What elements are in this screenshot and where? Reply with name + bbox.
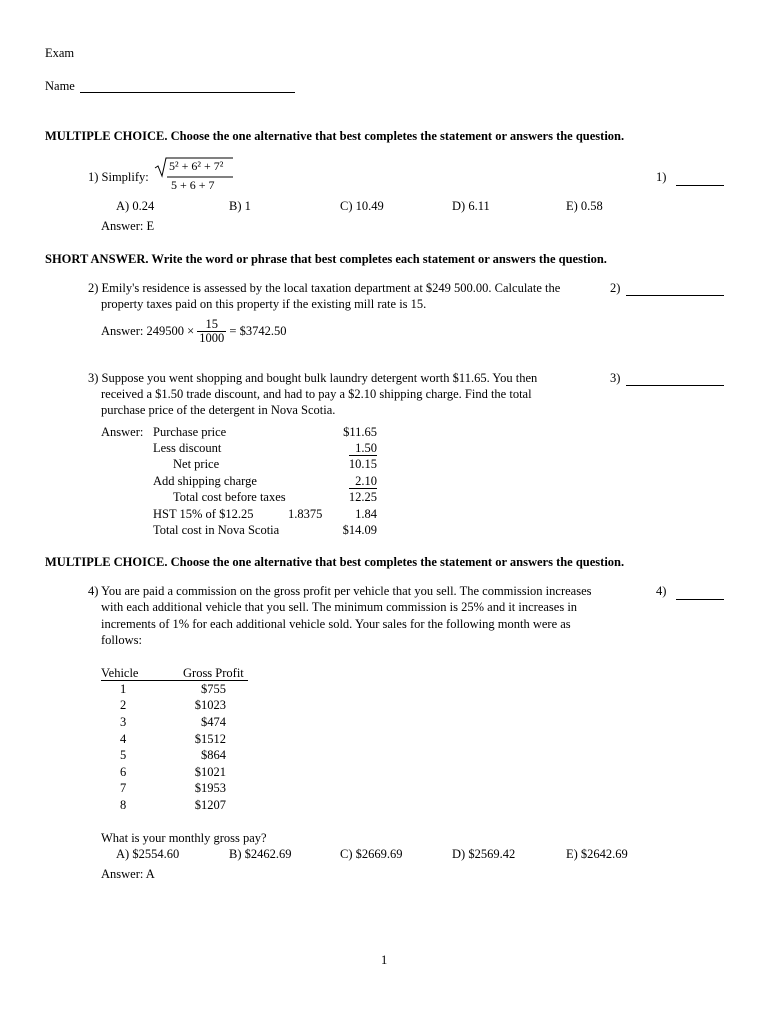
calc-value — [320, 441, 377, 456]
question-3-line-3: purchase price of the detergent in Nova Scotia. — [101, 403, 336, 417]
table-cell-vehicle: 3 — [120, 715, 127, 729]
table-cell-vehicle: 7 — [120, 781, 127, 795]
table-cell-vehicle: 5 — [120, 748, 127, 762]
question-2-line-1: 2) Emily's residence is assessed by the local taxation department at $249 500.00. Calculate the — [88, 281, 561, 295]
question-4-line-2: with each additional vehicle that you sell. The minimum commission is 25% and it increases in — [101, 600, 578, 614]
table-cell-profit: $1021 — [194, 765, 226, 779]
calc-value: 12.25 — [348, 490, 377, 504]
table-cell-profit: $1953 — [194, 781, 226, 795]
question-4-choice-b: B) $2462.69 — [229, 847, 292, 861]
calc-label: Total cost in Nova Scotia — [153, 523, 280, 537]
table-header-rule — [101, 680, 248, 681]
question-4-answer-blank[interactable] — [676, 599, 724, 600]
calc-value: 10.15 — [348, 457, 377, 471]
calc-value: $14.09 — [342, 523, 377, 537]
calc-label: Purchase price — [153, 425, 227, 439]
section-heading-multiple-choice: MULTIPLE CHOICE. Choose the one alternative that best completes the statement or answers the question. — [45, 129, 625, 143]
question-1-choice-a: A) 0.24 — [116, 199, 155, 213]
question-1-answer: Answer: E — [101, 219, 155, 233]
table-header-gross-profit: Gross Profit — [183, 666, 244, 680]
question-2-answer — [101, 318, 286, 345]
question-3-answer-blank[interactable] — [626, 385, 724, 386]
calc-value: $11.65 — [343, 425, 377, 439]
question-3-line-1: 3) Suppose you went shopping and bought bulk laundry detergent worth $11.65. You then — [88, 371, 538, 385]
question-4-choice-a: A) $2554.60 — [116, 847, 180, 861]
question-4-choice-e: E) $2642.69 — [566, 847, 628, 861]
table-cell-vehicle: 6 — [120, 765, 127, 779]
calc-intermediate: 1.8375 — [288, 507, 323, 521]
table-cell-vehicle: 1 — [120, 682, 127, 696]
table-cell-profit: $755 — [201, 682, 226, 696]
question-2-answer-suffix: = $3742.50 — [229, 324, 287, 338]
page-number: 1 — [381, 953, 388, 967]
calc-value: 1.84 — [355, 507, 377, 521]
name-blank-line — [80, 92, 295, 93]
question-4-choice-d: D) $2569.42 — [452, 847, 516, 861]
question-1-denominator: 5 + 6 + 7 — [171, 178, 215, 192]
table-header-vehicle: Vehicle — [101, 666, 139, 680]
section-heading-short-answer: SHORT ANSWER. Write the word or phrase that best completes each statement or answers the question. — [45, 252, 607, 266]
question-2-answer-blank[interactable] — [626, 295, 724, 296]
question-4-prompt: What is your monthly gross pay? — [101, 831, 267, 845]
fraction-denominator: 1000 — [199, 331, 225, 345]
question-2-answer-prefix: Answer: 249500 × — [101, 324, 195, 338]
question-1-number: 1) — [656, 170, 667, 184]
question-4-answer: Answer: A — [101, 867, 155, 881]
calc-label: Total cost before taxes — [173, 490, 286, 504]
calc-label: Net price — [173, 457, 220, 471]
question-1-choice-e: E) 0.58 — [566, 199, 603, 213]
question-4-line-1: 4) You are paid a commission on the gross profit per vehicle that you sell. The commission increases — [88, 584, 592, 598]
table-cell-profit: $1512 — [194, 732, 226, 746]
calc-value — [320, 474, 377, 489]
table-cell-profit: $1023 — [194, 698, 226, 712]
section-heading-multiple-choice: MULTIPLE CHOICE. Choose the one alternative that best completes the statement or answers the question. — [45, 555, 625, 569]
table-cell-vehicle: 8 — [120, 798, 127, 812]
question-3-line-2: received a $1.50 trade discount, and had to pay a $2.10 shipping charge. Find the total — [101, 387, 532, 401]
question-4-number: 4) — [656, 584, 667, 598]
calc-value-underlined: 1.50 — [349, 441, 377, 456]
exam-title: Exam — [45, 46, 75, 60]
question-4-line-4: follows: — [101, 633, 142, 647]
table-cell-profit: $474 — [201, 715, 226, 729]
question-4-choice-c: C) $2669.69 — [340, 847, 403, 861]
table-cell-profit: $864 — [201, 748, 226, 762]
question-3-answer-label: Answer: — [101, 425, 144, 439]
calc-label: Less discount — [153, 441, 222, 455]
question-2-fraction — [197, 318, 226, 345]
question-4-line-3: increments of 1% for each additional vehicle sold. Your sales for the following month were as — [101, 617, 571, 631]
question-1-choice-d: D) 6.11 — [452, 199, 490, 213]
name-label: Name — [45, 79, 75, 93]
question-1-radical-fraction — [153, 156, 238, 192]
question-1-choice-c: C) 10.49 — [340, 199, 384, 213]
question-2-line-2: property taxes paid on this property if the existing mill rate is 15. — [101, 297, 427, 311]
question-2-number: 2) — [610, 281, 621, 295]
calc-label: HST 15% of $12.25 — [153, 507, 254, 521]
calc-value-underlined: 2.10 — [349, 474, 377, 489]
question-3-number: 3) — [610, 371, 621, 385]
calc-label: Add shipping charge — [153, 474, 257, 488]
question-1-prompt: 1) Simplify: — [88, 170, 149, 184]
radical-expression: 5² + 6² + 7² — [169, 159, 224, 173]
fraction-numerator: 15 — [197, 318, 226, 332]
table-cell-profit: $1207 — [194, 798, 226, 812]
question-1-choice-b: B) 1 — [229, 199, 251, 213]
table-cell-vehicle: 4 — [120, 732, 127, 746]
question-1-answer-blank[interactable] — [676, 185, 724, 186]
table-cell-vehicle: 2 — [120, 698, 127, 712]
